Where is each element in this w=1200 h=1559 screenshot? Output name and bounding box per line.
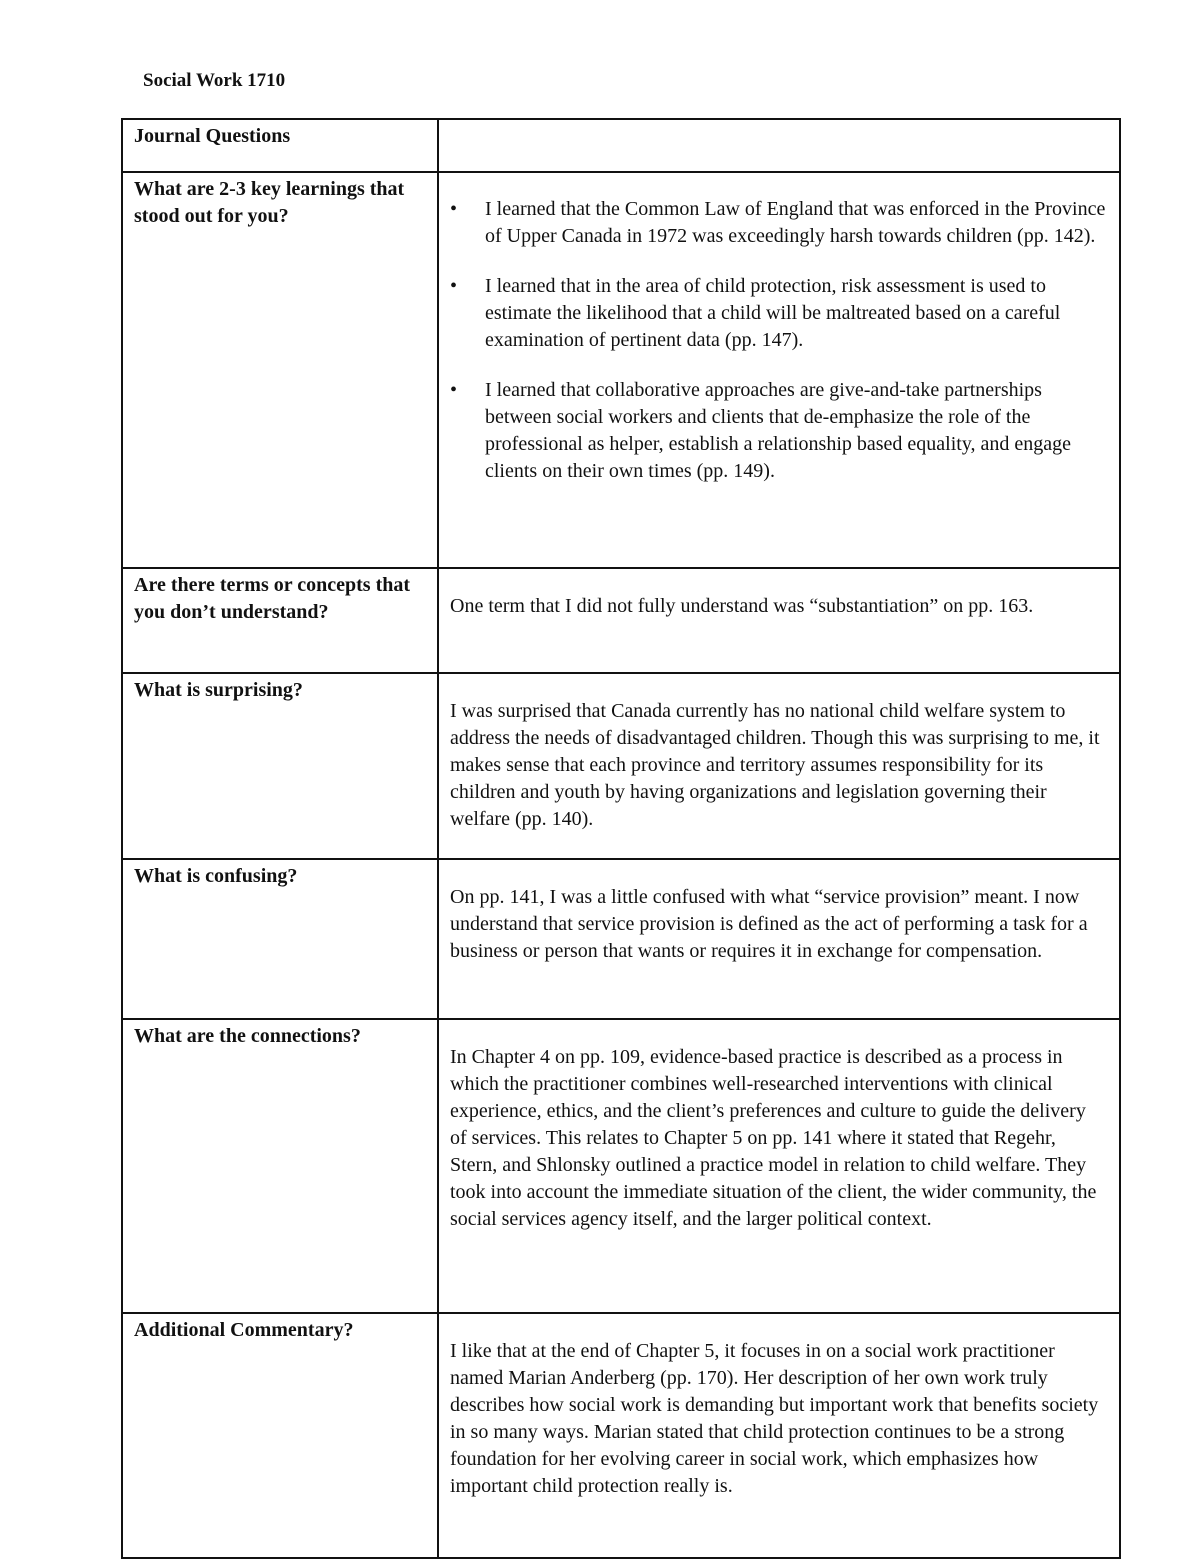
- table-row-key-learnings: [122, 172, 1120, 568]
- table-header-row: [122, 119, 1120, 172]
- key-learnings-list: [447, 196, 1107, 485]
- table-row-terms: [122, 568, 1120, 673]
- question-connections: What are the connections?: [122, 1019, 438, 1313]
- list-item-text: I learned that the Common Law of England that was enforced in the Province of Upper Canada in 1972 was exceedingly harsh towards children (pp. 142).: [485, 198, 1106, 247]
- answer-key-learnings: [438, 172, 1120, 568]
- document-title: Social Work 1710: [143, 70, 286, 91]
- question-confusing: What is confusing?: [122, 859, 438, 1019]
- journal-table: [121, 118, 1121, 1559]
- list-item: [447, 273, 1107, 354]
- answer-terms: [438, 568, 1120, 673]
- answer-surprising: [438, 673, 1120, 859]
- header-question-cell: Journal Questions: [122, 119, 438, 172]
- list-item: [447, 377, 1107, 485]
- question-key-learnings: What are 2-3 key learnings that stood out for you?: [122, 172, 438, 568]
- answer-connections: [438, 1019, 1120, 1313]
- question-surprising: What is surprising?: [122, 673, 438, 859]
- header-answer-cell: [438, 119, 1120, 172]
- answer-text: In Chapter 4 on pp. 109, evidence-based practice is described as a process in which the practitioner combines well-researched interventions with clinical experience, ethics, and the client’s preferences and culture to guide the delivery of services. This relates to Chapter 5 on pp. 141 where it stated that Regehr, Stern, and Shlonsky outlined a practice model in relation to child welfare. They took into account the immediate situation of the client, the wider community, the social services agency itself, and the larger political context.: [450, 1046, 1097, 1230]
- answer-commentary: [438, 1313, 1120, 1558]
- bullet-icon: •: [450, 275, 458, 297]
- list-item-text: I learned that in the area of child protection, risk assessment is used to estimate the likelihood that a child will be maltreated based on a careful examination of pertinent data (pp. 147).: [485, 275, 1061, 351]
- table-row-surprising: [122, 673, 1120, 859]
- table-row-commentary: [122, 1313, 1120, 1558]
- answer-text: I was surprised that Canada currently has no national child welfare system to address the needs of disadvantaged children. Though this was surprising to me, it makes sense that each province and territory assumes responsibility for its children and youth by having organizations and legislation governing their welfare (pp. 140).: [450, 700, 1100, 830]
- answer-text: One term that I did not fully understand was “substantiation” on pp. 163.: [450, 595, 1034, 617]
- table-row-confusing: [122, 859, 1120, 1019]
- list-item: [447, 196, 1107, 250]
- question-terms: Are there terms or concepts that you don’t understand?: [122, 568, 438, 673]
- question-commentary: Additional Commentary?: [122, 1313, 438, 1558]
- table-row-connections: [122, 1019, 1120, 1313]
- bullet-icon: •: [450, 198, 458, 220]
- bullet-icon: •: [450, 379, 458, 401]
- answer-text: I like that at the end of Chapter 5, it focuses in on a social work practitioner named Marian Anderberg (pp. 170). Her description of her own work truly describes how social work is demanding but important work that benefits society in so many ways. Marian stated that child protection continues to be a strong foundation for her evolving career in social work, which emphasizes how important child protection really is.: [450, 1340, 1099, 1497]
- list-item-text: I learned that collaborative approaches are give-and-take partnerships between social workers and clients that de-emphasize the role of the professional as helper, establish a relationship based equality, and engage clients on their own times (pp. 149).: [485, 379, 1072, 482]
- answer-text: On pp. 141, I was a little confused with what “service provision” meant. I now understand that service provision is defined as the act of performing a task for a business or person that wants or requires it in exchange for compensation.: [450, 886, 1088, 962]
- answer-confusing: [438, 859, 1120, 1019]
